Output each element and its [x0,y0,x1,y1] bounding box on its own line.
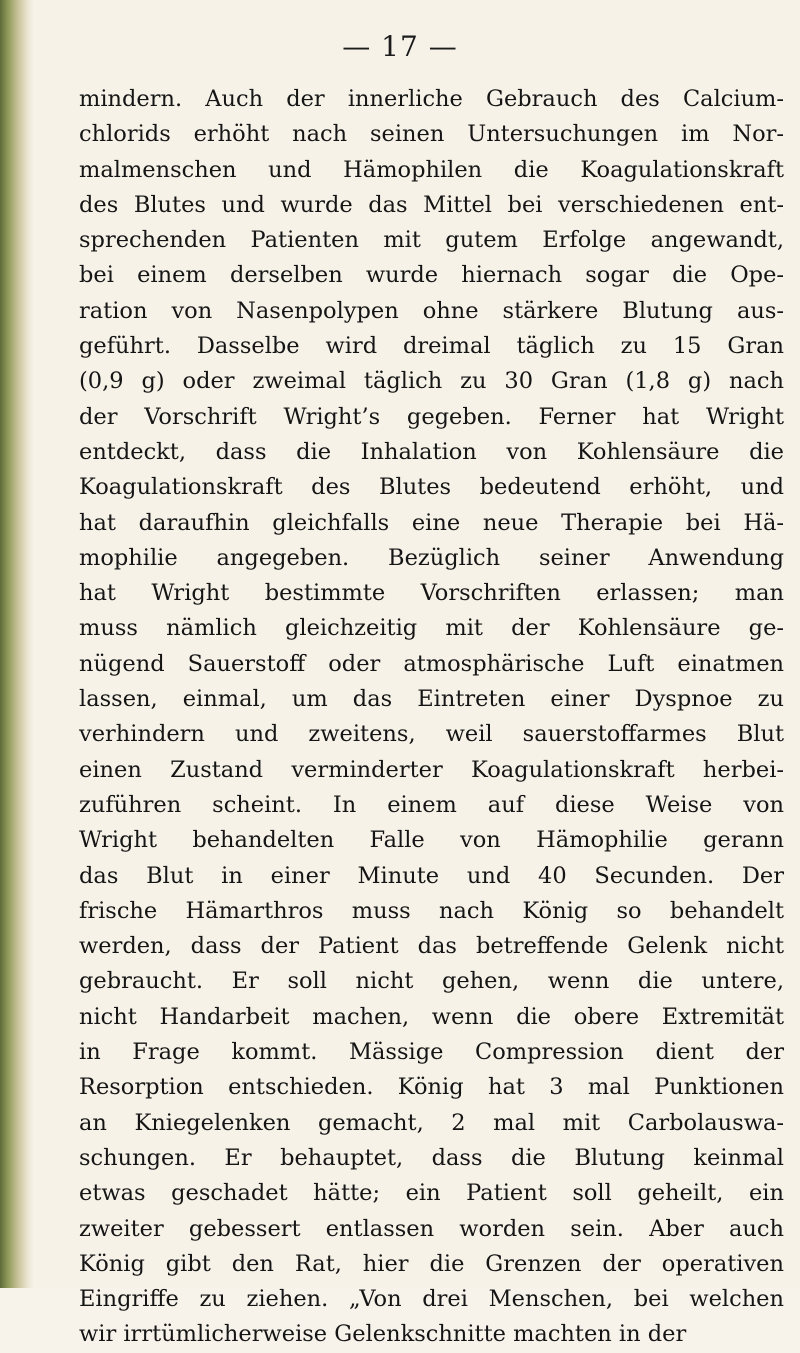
text-line: zweiter gebessert entlassen worden sein. Aber auch [79,1215,784,1242]
text-line: zuführen scheint. In einem auf diese Weise von [79,791,784,818]
text-line: mindern. Auch der innerliche Gebrauch des Calcium- [79,86,784,112]
text-line: verhindern und zweitens, weil sauerstoffarmes Blut [79,721,784,748]
text-line: an Kniegelenken gemacht, 2 mal mit Carbolauswa- [79,1109,784,1136]
text-line: sprechenden Patienten mit gutem Erfolge angewandt, [79,227,784,254]
text-line: gebraucht. Er soll nicht gehen, wenn die untere, [79,968,784,995]
text-line: bei einem derselben wurde hiernach sogar die Ope- [79,262,784,289]
text-line: Wright behandelten Falle von Hämophilie gerann [79,827,784,854]
text-line: Eingriffe zu ziehen. „Von drei Menschen, bei welchen [79,1286,784,1313]
text-line: entdeckt, dass die Inhalation von Kohlensäure die [79,438,784,465]
text-line: ration von Nasenpolypen ohne stärkere Blutung aus- [79,297,784,324]
text-line: geführt. Dasselbe wird dreimal täglich zu 15 Gran [79,333,784,360]
text-line: frische Hämarthros muss nach König so behandelt [79,897,784,924]
text-line: des Blutes und wurde das Mittel bei verschiedenen ent- [79,191,784,218]
text-line: werden, dass der Patient das betreffende Gelenk nicht [79,933,784,960]
text-line: König gibt den Rat, hier die Grenzen der operativen [79,1250,784,1277]
text-line: in Frage kommt. Mässige Compression dient der [79,1039,784,1066]
text-line: muss nämlich gleichzeitig mit der Kohlensäure ge- [79,615,784,642]
text-line: lassen, einmal, um das Eintreten einer Dyspnoe zu [79,686,784,713]
text-line: malmenschen und Hämophilen die Koagulationskraft [79,156,784,183]
text-line: wir irrtümlicherweise Gelenkschnitte machten in der [79,1321,687,1348]
text-line: (0,9 g) oder zweimal täglich zu 30 Gran (1,8 g) nach [79,368,784,395]
page-binding-edge [0,0,34,1288]
text-line: schungen. Er behauptet, dass die Blutung keinmal [79,1144,784,1171]
text-line: das Blut in einer Minute und 40 Secunden. Der [79,862,784,889]
text-line: hat Wright bestimmte Vorschriften erlassen; man [79,580,784,607]
text-line: etwas geschadet hätte; ein Patient soll geheilt, ein [79,1180,784,1207]
text-line: hat daraufhin gleichfalls eine neue Therapie bei Hä- [79,509,784,536]
text-line: nügend Sauerstoff oder atmosphärische Luft einatmen [79,650,784,677]
text-line: einen Zustand verminderter Koagulationskraft herbei- [79,756,784,783]
text-line: der Vorschrift Wright’s gegeben. Ferner hat Wright [79,403,784,430]
text-line: mophilie angegeben. Bezüglich seiner Anwendung [79,544,784,571]
page-number: — 17 — [342,30,458,63]
text-line: Resorption entschieden. König hat 3 mal Punktionen [79,1074,784,1101]
text-line: chlorids erhöht nach seinen Untersuchungen im Nor- [79,121,784,148]
body-text [79,82,784,1353]
text-line: nicht Handarbeit machen, wenn die obere Extremität [79,1003,784,1030]
text-line: Koagulationskraft des Blutes bedeutend erhöht, und [79,474,784,501]
